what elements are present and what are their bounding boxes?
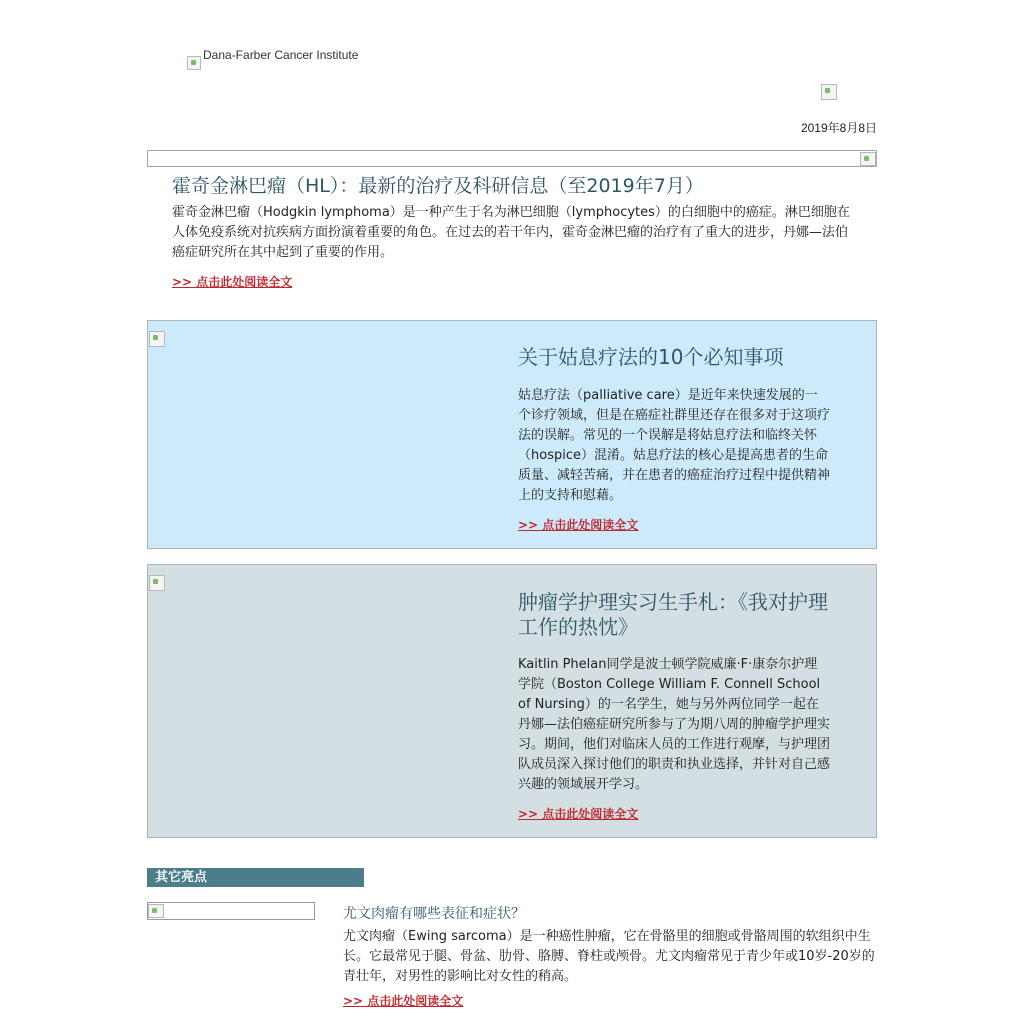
hero-title: 霍奇金淋巴瘤（HL）：最新的治疗及科研信息（至2019年7月） — [172, 175, 704, 197]
broken-image-icon — [148, 904, 164, 918]
highlight-image — [147, 902, 315, 920]
hero-read-more-link[interactable]: >> 点击此处阅读全文 — [172, 275, 293, 289]
hero-body: 霍奇金淋巴瘤（Hodgkin lymphoma）是一种产生于名为淋巴细胞（lymphocytes）的白细胞中的癌症。淋巴细胞在人体免疫系统对抗疾病方面扮演着重要的角色。在过去的若干年内，霍奇金淋巴瘤的治疗有了重大的进步，丹娜—法伯癌症研究所在其中起到了重要的作用。 — [172, 205, 850, 260]
feature-read-more-link[interactable]: >> 点击此处阅读全文 — [518, 518, 639, 532]
header-image-icon — [821, 84, 837, 100]
logo-image-icon — [187, 56, 201, 70]
feature-title: 肿瘤学护理实习生手札：《我对护理工作的热忱》 — [518, 590, 828, 639]
hero-image — [147, 150, 877, 167]
feature-read-more-link[interactable]: >> 点击此处阅读全文 — [518, 807, 639, 821]
broken-image-icon — [149, 331, 165, 347]
broken-image-icon — [860, 152, 876, 166]
newsletter-date: 2019年8月8日 — [800, 121, 877, 135]
highlight-read-more-link[interactable]: >> 点击此处阅读全文 — [343, 994, 464, 1008]
feature-body: Kaitlin Phelan同学是波士顿学院威廉·F·康奈尔护理学院（Boston College William F. Connell School of Nursing）的一名学生，她与另外两位同学一起在丹娜—法伯癌症研究所参与了为期八周的肿瘤学护理实习。期间，他们对临床人员的工作进行观摩，与护理团队成员深入探讨他们的职责和执业选择，并针对自己感兴趣的领域展开学习。 — [518, 657, 831, 792]
broken-image-icon — [149, 575, 165, 591]
feature-card-palliative-care — [147, 320, 877, 549]
logo-alt-text: Dana-Farber Cancer Institute — [203, 48, 359, 62]
feature-title: 关于姑息疗法的10个必知事项 — [518, 345, 784, 369]
feature-body: 姑息疗法（palliative care）是近年来快速发展的一个诊疗领域，但是在癌症社群里还存在很多对于这项疗法的误解。常见的一个误解是将姑息疗法和临终关怀（hospice）混淆。姑息疗法的核心是提高患者的生命质量、减轻苦痛，并在患者的癌症治疗过程中提供精神上的支持和慰藉。 — [518, 388, 831, 503]
highlight-title: 尤文肉瘤有哪些表征和症状？ — [343, 906, 525, 922]
feature-card-nursing-intern — [147, 564, 877, 838]
highlight-body: 尤文肉瘤（Ewing sarcoma）是一种癌性肿瘤，它在骨骼里的细胞或骨骼周围的软组织中生长。它最常见于腿、骨盆、肋骨、胳膊、脊柱或颅骨。尤文肉瘤常见于青少年或10岁-20岁的青壮年，对男性的影响比对女性的稍高。 — [343, 929, 875, 984]
section-header-other-highlights: 其它亮点 — [147, 868, 364, 887]
